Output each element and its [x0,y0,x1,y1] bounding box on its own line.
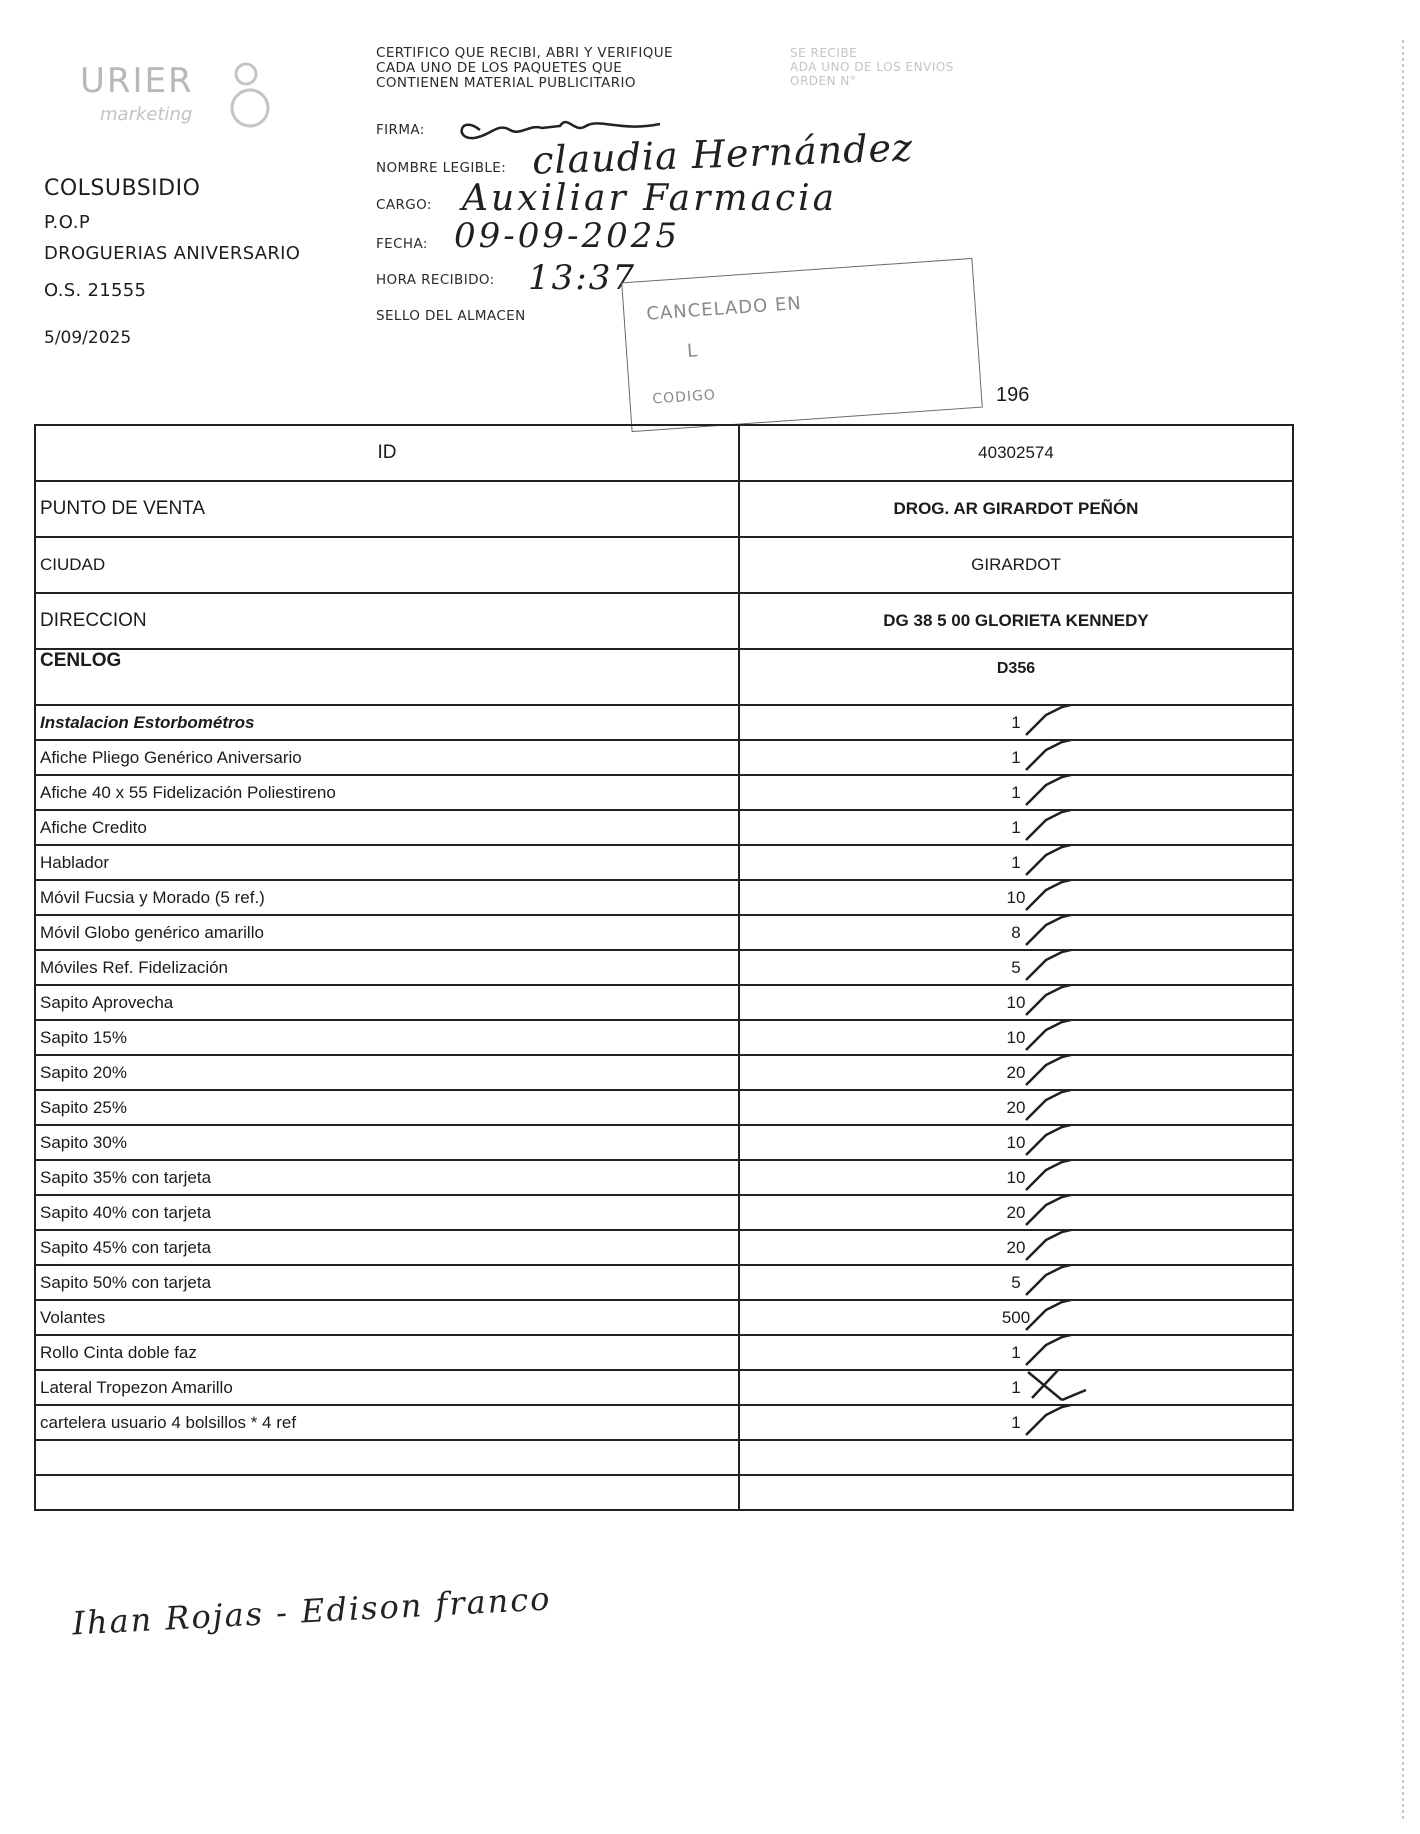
item-qty-cell [739,775,1293,810]
cenlog-cell [739,649,1293,705]
sello-label: SELLO DEL ALMACEN [376,308,526,324]
item-name: Sapito 15% [35,1020,739,1055]
item-name: Sapito 40% con tarjeta [35,1195,739,1230]
table-row [35,425,1293,481]
item-qty: 5 [1011,957,1021,977]
table-row [35,1230,1293,1265]
nombre-label: NOMBRE LEGIBLE: [376,160,507,176]
faded-line: SE RECIBE [790,46,858,60]
cenlog-label: CENLOG [35,649,739,705]
item-name: Móvil Globo genérico amarillo [35,915,739,950]
fecha-label: FECHA: [376,236,428,252]
check-mark-icon [1022,1160,1092,1194]
item-qty: 10 [1006,887,1026,907]
item-qty-cell [739,985,1293,1020]
table-row [35,915,1293,950]
empty-cell [739,1440,1293,1475]
item-qty: 1 [1011,1377,1021,1397]
table-row [35,775,1293,810]
check-mark-icon [1022,915,1092,949]
check-mark-icon [1022,1020,1092,1054]
stamp-line: CANCELADO EN [645,292,803,325]
table-row [35,950,1293,985]
item-qty: 1 [1011,1412,1021,1432]
certification-statement [376,46,736,91]
item-qty-cell [739,845,1293,880]
table-row [35,537,1293,593]
item-qty: 5 [1011,1272,1021,1292]
faded-header-text [790,46,1020,88]
cargo-label: CARGO: [376,197,432,213]
punto-venta-value: DROG. AR GIRARDOT PEÑÓN [739,481,1293,537]
firma-label: FIRMA: [376,122,425,138]
item-qty: 10 [1006,1132,1026,1152]
table-row [35,985,1293,1020]
item-name: Afiche Credito [35,810,739,845]
document-date: 5/09/2025 [44,328,132,348]
stamp-line: CODIGO [651,387,717,408]
check-mark-icon [1022,880,1092,914]
item-qty-cell [739,1090,1293,1125]
item-qty-cell [739,705,1293,740]
fecha-value: 09-09-2025 [454,216,681,256]
page-number: 196 [996,384,1030,406]
direccion-label: DIRECCION [35,593,739,649]
scan-edge-line [1402,40,1404,1820]
table-row [35,1090,1293,1125]
nombre-value: claudia Hernández [531,125,914,183]
item-qty: 8 [1011,922,1021,942]
punto-venta-label: PUNTO DE VENTA [35,481,739,537]
item-name: Móvil Fucsia y Morado (5 ref.) [35,880,739,915]
empty-cell [35,1475,739,1510]
table-row [35,1160,1293,1195]
item-qty-cell [739,810,1293,845]
check-mark-icon [1022,810,1092,844]
item-qty: 20 [1006,1062,1026,1082]
item-name: Rollo Cinta doble faz [35,1335,739,1370]
item-name: Hablador [35,845,739,880]
empty-table-row [35,1440,1293,1475]
bottom-signature: Ihan Rojas - Edison franco [71,1579,553,1643]
item-name: Afiche 40 x 55 Fidelización Poliestireno [35,775,739,810]
empty-cell [35,1440,739,1475]
item-qty: 500 [1001,1307,1031,1327]
table-row [35,593,1293,649]
item-name: Sapito 35% con tarjeta [35,1160,739,1195]
item-name: Sapito Aprovecha [35,985,739,1020]
item-name: Móviles Ref. Fidelización [35,950,739,985]
item-qty-cell [739,1160,1293,1195]
check-mark-icon [1022,1405,1092,1439]
table-row [35,1405,1293,1440]
warehouse-stamp [621,258,983,432]
check-mark-icon [1022,775,1092,809]
check-mark-icon [1022,1265,1092,1299]
table-row [35,1335,1293,1370]
item-qty: 20 [1006,1097,1026,1117]
item-qty: 10 [1006,1167,1026,1187]
client-name: COLSUBSIDIO [44,176,201,201]
table-row [35,1020,1293,1055]
cert-line: CERTIFICO QUE RECIBI, ABRI Y VERIFIQUE [376,45,673,61]
direccion-value: DG 38 5 00 GLORIETA KENNEDY [739,593,1293,649]
item-qty-cell [739,880,1293,915]
table-row [35,1195,1293,1230]
table-row [35,1370,1293,1405]
cert-line: CONTIENEN MATERIAL PUBLICITARIO [376,75,636,91]
faded-line: ORDEN N° [790,74,857,88]
cargo-value: Auxiliar Farmacia [462,178,838,219]
id-label: ID [35,425,739,481]
check-mark-icon [1022,1195,1092,1229]
item-name: Sapito 45% con tarjeta [35,1230,739,1265]
item-qty-cell [739,1335,1293,1370]
table-row [35,1055,1293,1090]
check-mark-icon [1022,1335,1092,1369]
ciudad-label: CIUDAD [35,537,739,593]
item-qty-cell [739,1055,1293,1090]
item-name: Instalacion Estorbométros [35,705,739,740]
item-qty-cell [739,950,1293,985]
table-row [35,705,1293,740]
order-number: O.S. 21555 [44,280,147,301]
item-qty-cell [739,1370,1293,1405]
svg-text:marketing: marketing [100,104,193,125]
item-qty: 1 [1011,782,1021,802]
item-qty-cell [739,1405,1293,1440]
check-mark-icon [1022,705,1092,739]
item-qty-cell [739,1300,1293,1335]
table-row [35,740,1293,775]
table-row [35,1265,1293,1300]
item-qty-cell [739,1125,1293,1160]
item-qty: 1 [1011,852,1021,872]
empty-cell [739,1475,1293,1510]
item-qty: 1 [1011,712,1021,732]
check-mark-icon [1022,1300,1092,1334]
check-mark-icon [1022,985,1092,1019]
table-row [35,649,1293,705]
check-mark-icon [1022,950,1092,984]
cenlog-code: D356 [996,660,1036,677]
item-qty: 10 [1006,992,1026,1012]
table-row [35,845,1293,880]
table-row [35,810,1293,845]
item-qty: 1 [1011,817,1021,837]
item-name: Sapito 50% con tarjeta [35,1265,739,1300]
item-qty: 1 [1011,1342,1021,1362]
item-qty-cell [739,1230,1293,1265]
table-row [35,1300,1293,1335]
item-name: Afiche Pliego Genérico Aniversario [35,740,739,775]
item-name: Volantes [35,1300,739,1335]
item-qty: 1 [1011,747,1021,767]
faded-line: ADA UNO DE LOS ENVIOS [790,60,954,74]
table-row [35,481,1293,537]
item-qty: 20 [1006,1237,1026,1257]
check-mark-icon [1022,740,1092,774]
table-row [35,880,1293,915]
hora-value: 13:37 [528,258,636,298]
table-row [35,1125,1293,1160]
item-name: Lateral Tropezon Amarillo [35,1370,739,1405]
item-qty-cell [739,915,1293,950]
item-qty-cell [739,1195,1293,1230]
ciudad-value: GIRARDOT [739,537,1293,593]
svg-text:URIER: URIER [80,61,194,101]
category-label: P.O.P [44,212,91,233]
store-line: DROGUERIAS ANIVERSARIO [44,243,301,264]
cert-line: CADA UNO DE LOS PAQUETES QUE [376,60,623,76]
item-name: Sapito 30% [35,1125,739,1160]
check-mark-icon [1022,1230,1092,1264]
x-mark-icon [1022,1370,1092,1404]
check-mark-icon [1022,1055,1092,1089]
hora-label: HORA RECIBIDO: [376,272,495,288]
item-qty-cell [739,740,1293,775]
check-mark-icon [1022,1090,1092,1124]
item-name: cartelera usuario 4 bolsillos * 4 ref [35,1405,739,1440]
item-qty: 10 [1006,1027,1026,1047]
item-qty-cell [739,1265,1293,1300]
id-value: 40302574 [739,425,1293,481]
item-name: Sapito 25% [35,1090,739,1125]
check-mark-icon [1022,1125,1092,1159]
empty-table-row [35,1475,1293,1510]
delivery-table [34,424,1294,1511]
check-mark-icon [1022,845,1092,879]
item-name: Sapito 20% [35,1055,739,1090]
stamp-line: L [686,340,699,363]
item-qty-cell [739,1020,1293,1055]
item-qty: 20 [1006,1202,1026,1222]
company-logo [60,52,280,142]
